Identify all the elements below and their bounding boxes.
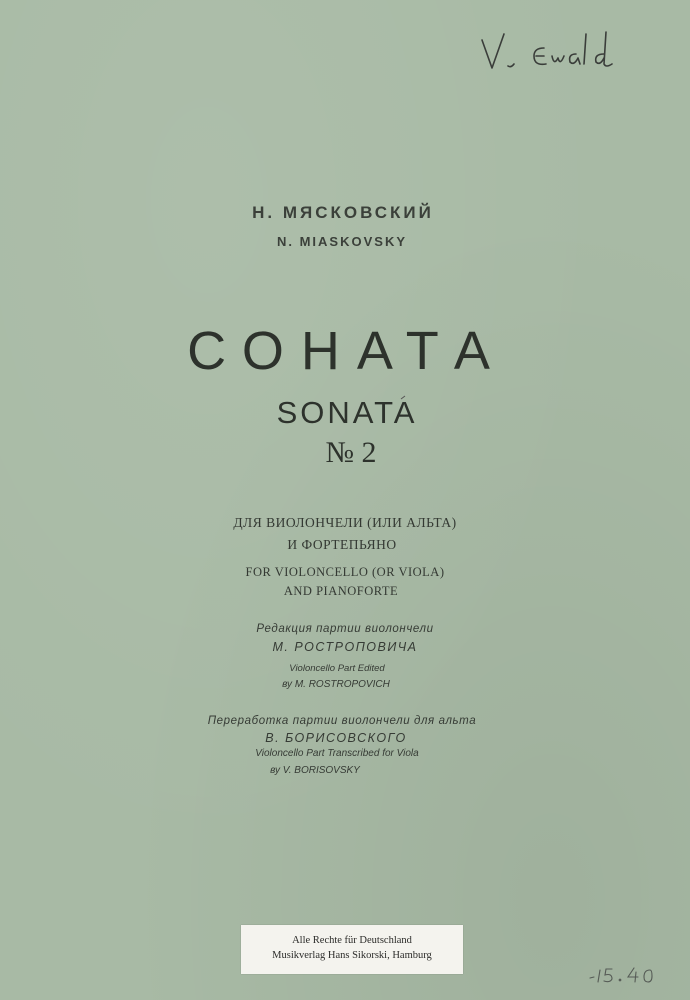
title-english: SONATA [276,395,418,430]
edited-by-russian: Редакция партии виолончели [256,623,434,635]
publisher-line: Musikverlag Hans Sikorski, Hamburg [272,950,432,961]
editor-name-russian: М. РОСТРОПОВИЧА [272,640,418,654]
instrumentation-russian-line1: ДЛЯ ВИОЛОНЧЕЛИ (ИЛИ АЛЬТА) [233,515,457,530]
instrumentation-english-line1: FOR VIOLONCELLO (OR VIOLA) [245,565,445,579]
rights-line: Alle Rechte für Deutschland [292,935,412,946]
opus-number: № 2 [325,436,377,469]
title-russian: СОНАТА [187,321,507,381]
editor-name-english: ву M. ROSTROPOVICH [282,679,390,690]
edited-by-english: Violoncello Part Edited [289,663,385,674]
composer-name-russian: Н. МЯСКОВСКИЙ [252,203,434,222]
transcribed-by-russian: Переработка партии виолончели для альта [207,715,477,727]
instrumentation-english-line2: AND PIANOFORTE [283,584,399,598]
publisher-rights-label [241,925,463,974]
composer-name-english: N. MIASKOVSKY [276,234,407,249]
handwritten-price [586,960,666,986]
transcriber-name-english: ву V. BORISOVSKY [270,765,360,776]
instrumentation-russian-line2: И ФОРТЕПЬЯНО [287,537,397,552]
transcribed-by-english: Violoncello Part Transcribed for Viola [255,748,419,759]
handwritten-signature [478,28,648,78]
transcriber-name-russian: В. БОРИСОВСКОГО [265,731,407,745]
